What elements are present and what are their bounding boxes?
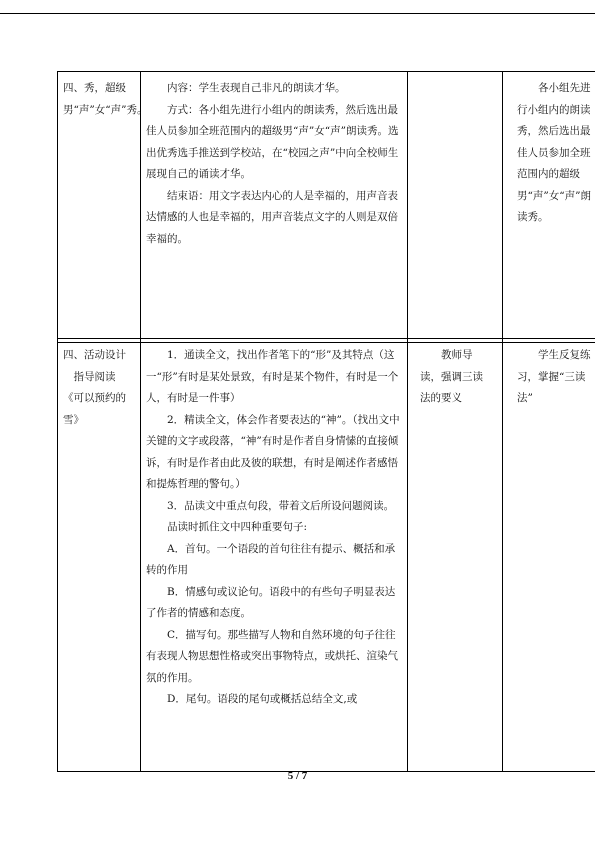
activity-text: 四、秀，超级男“声”女“声”秀。 (63, 82, 148, 116)
content-paragraph: 1．通读全文，找出作者笔下的“形”及其特点（这一“形”有时是某处景致，有时是某个物件，有时是一个人，有时是一件事） (146, 349, 399, 404)
content-paragraph: 方式：各小组先进行小组内的朗读秀，然后选出最佳人员参加全班范围内的超级男“声”女“声”朗读秀。选出优秀选手推送到学校站，在“校园之声”中向全校师生展现自己的诵读才华。 (146, 103, 399, 180)
table-row (58, 72, 595, 343)
content-paragraph: 内容：学生表现自己非凡的朗读才华。 (167, 82, 346, 94)
content-cell (141, 339, 408, 772)
content-paragraph: D．尾句。语段的尾句或概括总结全文,或 (167, 693, 358, 705)
content-paragraph: 结束语：用文字表达内心的人是幸福的，用声音表达情感的人也是幸福的，用声音装点文字的人则是双倍幸福的。 (146, 189, 398, 245)
lesson-table-section-2 (57, 338, 595, 772)
content-paragraph: C．描写句。那些描写人物和自然环境的句子往往有表现人物思想性格或突出事物特点，或烘托、渲染气氛的作用。 (146, 628, 398, 684)
content-paragraph: 2．精读全文，体会作者要表达的“神”。（找出文中关键的文字或段落，“神”有时是作者自身情愫的直接倾诉，有时是作者由此及彼的联想，有时是阐述作者感悟和提炼哲理的警句。） (146, 413, 400, 490)
teacher-activity-cell (408, 339, 503, 772)
content-paragraph: 3．品读文中重点句段，带着文后所设问题阅读。 (167, 499, 395, 512)
table-row (58, 339, 595, 772)
student-text: 学生反复练习，掌握“三读法” (517, 349, 591, 404)
student-activity-cell (503, 72, 595, 343)
teacher-text: 教师导读，强调三读法的要义 (420, 349, 483, 404)
activity-title: 四、活动设计 (63, 349, 126, 361)
content-paragraph: 品读时抓住文中四种重要句子: (167, 521, 308, 533)
content-paragraph: B．情感句或议论句。语段中的有些句子明显表达了作者的情感和态度。 (146, 585, 396, 619)
header-rule (0, 13, 595, 14)
teacher-activity-cell (408, 72, 503, 343)
content-cell (141, 72, 408, 343)
activity-subtitle: 指导阅读《可以预约的雪》 (63, 370, 126, 426)
activity-cell (58, 72, 148, 343)
activity-cell (58, 339, 141, 772)
lesson-table-section-1 (57, 71, 595, 343)
student-activity-cell (503, 339, 595, 772)
page-number: 5 / 7 (287, 770, 308, 782)
student-text: 各小组先进行小组内的朗读秀，然后选出最佳人员参加全班范围内的超级男“声”女“声”朗读秀。 (517, 82, 591, 223)
content-paragraph: A．首句。一个语段的首句往往有提示、概括和承转的作用 (146, 542, 396, 576)
